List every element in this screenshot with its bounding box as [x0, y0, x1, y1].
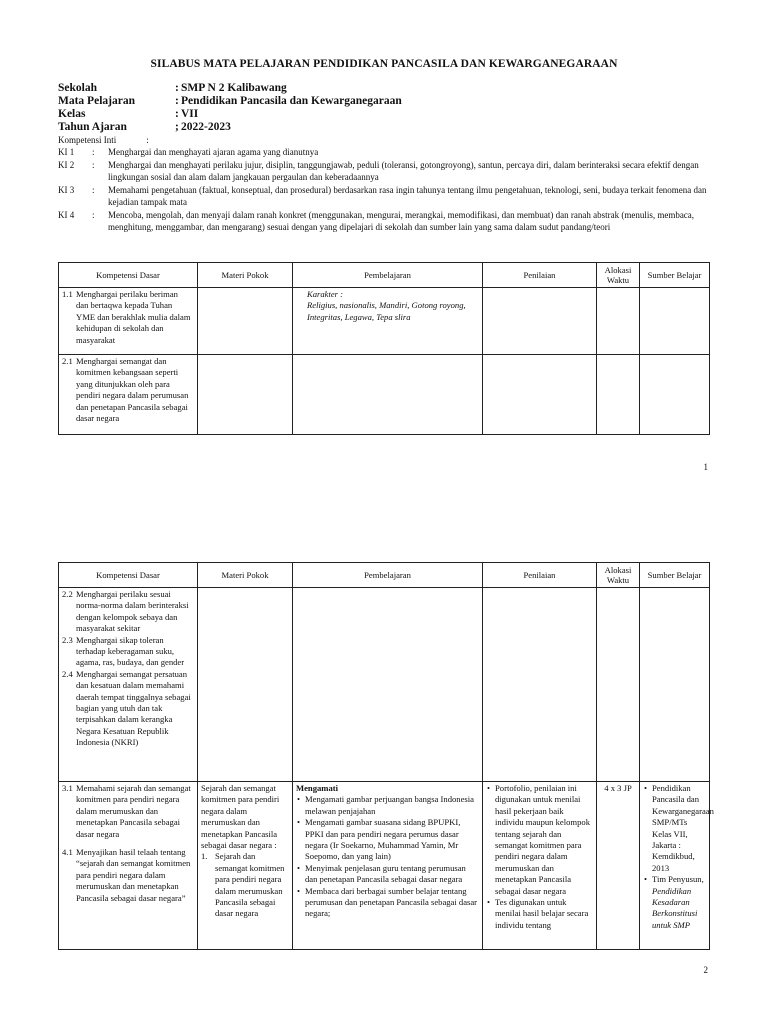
kd-number: 3.1 [62, 783, 73, 793]
kd-item [62, 669, 194, 749]
alokasi-cell [597, 588, 640, 782]
kd-number: 2.4 [62, 668, 73, 679]
header-materi-pokok: Materi Pokok [198, 263, 293, 288]
header-materi-pokok: Materi Pokok [198, 563, 293, 588]
page-2 [0, 508, 768, 1024]
table-header-row [59, 563, 710, 588]
kd-text: Menghargai sikap toleran terhadap keberagaman suku, agama, ras, budaya, dan gender [76, 634, 185, 668]
list-item [652, 874, 706, 931]
ki-text: Menghargai dan menghayati ajaran agama yang dianutnya [108, 147, 319, 157]
info-row-kelas [58, 108, 718, 121]
pembelajaran-cell [293, 355, 483, 435]
info-separator: ; [175, 121, 179, 133]
info-label: Sekolah [58, 82, 97, 94]
kd-item [62, 589, 194, 635]
ki-row-1 [58, 146, 718, 159]
info-row-mata-pelajaran [58, 95, 718, 108]
info-row-sekolah [58, 82, 718, 95]
kd-cell [59, 355, 198, 435]
sumber-cell [640, 782, 714, 950]
pembelajaran-cell [293, 782, 483, 950]
pembelajaran-list [296, 794, 479, 919]
kd-number: 4.1 [62, 847, 73, 858]
kd-text: Memahami sejarah dan semangat komitmen para pendiri negara dalam merumuskan dan menetapkan Pancasila sebagai dasar negara [76, 783, 191, 839]
kd-cell [59, 782, 198, 950]
list-item: • Mengamati gambar perjuangan bangsa Indonesia melawan penjajahan [305, 794, 479, 817]
materi-cell [198, 288, 293, 355]
ki-text: Mencoba, mengolah, dan menyaji dalam ranah konkret (menggunakan, mengurai, merangkai, memodifikasi, dan membuat) dan ranah abstrak (menulis, membaca, menghitung, menggambar, dan mengarang) sesuai dengan yang dipelajari di sekolah dan sumber lain yang sama dalam sudut pandang/teori [108, 209, 695, 232]
kd-cell [59, 588, 198, 782]
table-row [59, 588, 710, 782]
karakter-title: Karakter : [307, 289, 344, 299]
page-number: 1 [703, 462, 708, 472]
info-row-tahun-ajaran [58, 121, 718, 134]
materi-cell [198, 782, 293, 950]
header-penilaian: Penilaian [483, 563, 597, 588]
kd-number: 2.2 [62, 589, 73, 599]
ki-code: KI 1 [58, 147, 75, 157]
ki-row-3 [58, 184, 718, 209]
ki-code: KI 4 [58, 209, 75, 220]
info-separator: : [175, 95, 179, 107]
penilaian-cell [483, 355, 597, 435]
alokasi-cell: 4 x 3 JP [597, 782, 640, 950]
kd-item [62, 635, 194, 669]
sumber-title: Pendidikan Kesadaran Berkonstitusi untuk SMP [652, 885, 698, 930]
info-value: 2022-2023 [181, 121, 231, 133]
kd-text: Menghargai semangat dan komitmen kebangsaan seperti yang ditunjukkan oleh para pendiri negara dalam perumusan dan penetapan Pancasila sebagai dasar negara [76, 356, 189, 424]
materi-number: 1. [201, 851, 208, 862]
header-alokasi-waktu: Alokasi Waktu [597, 563, 640, 588]
info-label: Kelas [58, 108, 86, 120]
ki-heading [58, 135, 718, 146]
penilaian-cell [483, 782, 597, 950]
materi-cell [198, 355, 293, 435]
table-row [59, 355, 710, 435]
kd-text: Menghargai perilaku sesuai norma-norma dalam berinteraksi dengan kelompok sebaya dan masyarakat sekitar [76, 589, 189, 634]
kd-text: Menghargai semangat persatuan dan kesatuan dalam memahami daerah tempat tinggalnya sebagai bagian yang utuh dan tak terpisahkan dalam kerangka Negara Kesatuan Republik Indonesia (NKRI) [76, 668, 191, 748]
sumber-author: Tim Penyusun, [652, 874, 704, 885]
header-pembelajaran: Pembelajaran [293, 563, 483, 588]
header-pembelajaran: Pembelajaran [293, 263, 483, 288]
info-label: Tahun Ajaran [58, 121, 127, 133]
ki-row-4 [58, 209, 718, 234]
ki-colon: : [92, 147, 95, 157]
ki-colon: : [92, 184, 95, 195]
penilaian-list [486, 783, 593, 931]
page-1 [0, 0, 768, 500]
header-penilaian: Penilaian [483, 263, 597, 288]
list-item: • Membaca dari berbagai sumber belajar tentang perumusan dan penetapan Pancasila sebagai dasar negara; [305, 886, 479, 920]
pembelajaran-cell [293, 588, 483, 782]
ki-text: Memahami pengetahuan (faktual, konseptual, dan prosedural) berdasarkan rasa ingin tahunya tentang ilmu pengetahuan, teknologi, seni, budaya terkait fenomena dan kejadian tampak mata [108, 184, 707, 207]
table-row [59, 288, 710, 355]
kd-number: 2.3 [62, 634, 73, 645]
info-value: Pendidikan Pancasila dan Kewarganegaraan [181, 95, 402, 107]
list-item: • Tes digunakan untuk menilai hasil belajar secara individu tentang [495, 897, 593, 931]
kd-text: Menghargai perilaku beriman dan bertaqwa kepada Tuhan YME dan berakhlak mulia dalam kehidupan di sekolah dan masyarakat [76, 289, 191, 345]
ki-heading-label: Kompetensi Inti [58, 135, 117, 145]
page-separator [0, 500, 768, 508]
page-number: 2 [703, 965, 708, 975]
info-value: VII [181, 108, 199, 120]
penilaian-cell [483, 588, 597, 782]
ki-heading-colon: : [146, 135, 149, 145]
ki-colon: : [92, 209, 95, 220]
header-alokasi-waktu: Alokasi Waktu [597, 263, 640, 288]
kd-item [62, 356, 194, 424]
info-separator: : [175, 108, 179, 120]
header-sumber-belajar: Sumber Belajar [640, 263, 710, 288]
document-title: SILABUS MATA PELAJARAN PENDIDIKAN PANCASILA DAN KEWARGANEGARAAN [150, 58, 618, 70]
info-value: SMP N 2 Kalibawang [181, 82, 287, 94]
ki-code: KI 2 [58, 159, 75, 170]
syllabus-table-page-1 [58, 262, 710, 435]
ki-code: KI 3 [58, 184, 75, 195]
materi-item [201, 851, 289, 919]
list-item: • Portofolio, penilaian ini digunakan untuk menilai hasil pekerjaan baik individu maupun kelompok tentang sejarah dan semangat komitmen para pendiri negara dalam merumuskan dan menetapkan Pancasila sebagai dasar negara [495, 783, 593, 897]
ki-row-2 [58, 159, 718, 184]
list-item: • Mengamati gambar suasana sidang BPUPKI, PPKI dan para pendiri negara perumus dasar negara (Ir Soekarno, Muhammad Yamin, Mr Soepomo, dan yang lain) [305, 817, 479, 863]
pembelajaran-cell [293, 288, 483, 355]
info-label: Mata Pelajaran [58, 95, 135, 107]
materi-text: Sejarah dan semangat komitmen para pendiri negara dalam merumuskan Pancasila sebagai dasar negara [215, 851, 285, 919]
mengamati-title: Mengamati [296, 783, 339, 793]
sumber-cell [640, 588, 710, 782]
info-separator: : [175, 82, 179, 94]
header-kompetensi-dasar: Kompetensi Dasar [59, 263, 198, 288]
kd-number: 1.1 [62, 289, 73, 299]
sumber-cell [640, 288, 710, 355]
alokasi-cell [597, 355, 640, 435]
table-header-row [59, 263, 710, 288]
table-row [59, 782, 710, 950]
karakter-values: Religius, nasionalis, Mandiri, Gotong royong, Integritas, Legawa, Tepa slira [307, 300, 466, 322]
sumber-cell [640, 355, 710, 435]
sumber-list [643, 783, 714, 931]
syllabus-table-page-2 [58, 562, 714, 950]
materi-cell [198, 588, 293, 782]
kd-cell [59, 288, 198, 355]
header-sumber-belajar: Sumber Belajar [640, 563, 710, 588]
ki-colon: : [92, 159, 95, 170]
list-item: • Pendidikan Pancasila dan Kewarganegaraan SMP/MTs Kelas VII, Jakarta : Kemdikbud, 2013 [652, 783, 706, 874]
ki-text: Menghargai dan menghayati perilaku jujur, disiplin, tanggungjawab, peduli (toleransi, gotongroyong), santun, percaya diri, dalam berinteraksi secara efektif dengan lingkungan sosial dan alam dalam jangkauan pergaulan dan keberadaannya [108, 159, 699, 182]
identity-block [58, 82, 718, 234]
list-item: • Menyimak penjelasan guru tentang perumusan dan penetapan Pancasila sebagai dasar negara [305, 863, 479, 886]
kd-number: 2.1 [62, 356, 73, 366]
alokasi-cell [597, 288, 640, 355]
penilaian-cell [483, 288, 597, 355]
kd-item [62, 847, 194, 904]
header-kompetensi-dasar: Kompetensi Dasar [59, 563, 198, 588]
kd-item [62, 783, 194, 840]
kd-text: Menyajikan hasil telaah tentang “sejarah dan semangat komitmen para pendiri negara dalam merumuskan dan menetapkan Pancasila sebagai dasar negara” [76, 847, 191, 903]
kd-item [62, 289, 194, 346]
materi-intro: Sejarah dan semangat komitmen para pendiri negara dalam merumuskan dan menetapkan Pancasila sebagai dasar negara : [201, 783, 280, 851]
